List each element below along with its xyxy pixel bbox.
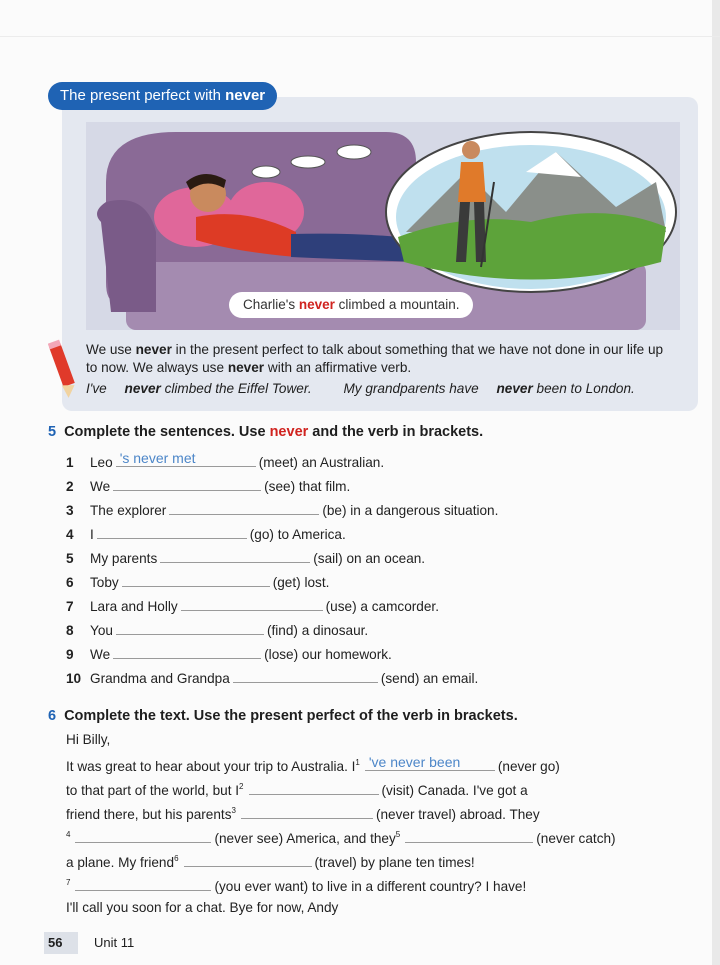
- exercise-5-item: [66, 644, 392, 662]
- answer-blank[interactable]: [113, 476, 261, 491]
- example-text: I've: [86, 381, 111, 396]
- climber-head: [462, 141, 480, 159]
- item-subject: We: [90, 647, 111, 662]
- item-prompt: (meet) an Australian.: [258, 455, 385, 470]
- letter-text: to that part of the world, but I: [66, 783, 240, 798]
- illustration-caption: [229, 292, 473, 318]
- answer-blank[interactable]: [122, 572, 270, 587]
- letter-prompt: (never go): [497, 759, 560, 774]
- letter-prompt: (travel) by plane ten times!: [314, 855, 475, 870]
- letter-line: [66, 876, 526, 894]
- grammar-rule: [86, 341, 676, 377]
- item-number: 2: [66, 479, 74, 494]
- item-number: 1: [66, 455, 74, 470]
- item-number: 4: [66, 527, 74, 542]
- item-subject: Toby: [90, 575, 119, 590]
- letter-prompt: (never travel) abroad. They: [375, 807, 540, 822]
- gap-number: 1: [355, 758, 360, 768]
- letter-line: [66, 780, 528, 798]
- item-subject: The explorer: [90, 503, 167, 518]
- item-prompt: (see) that film.: [264, 479, 351, 494]
- item-subject: Leo: [90, 455, 113, 470]
- gap-number: 7: [66, 878, 71, 888]
- letter-text: friend there, but his parents: [66, 807, 232, 822]
- exercise-number: 6: [48, 708, 57, 724]
- thought-bubble-small: [252, 166, 280, 178]
- item-subject: You: [90, 623, 113, 638]
- gap-number: 5: [395, 830, 401, 840]
- letter-line: [66, 756, 560, 774]
- rule-part: with an affirmative verb.: [264, 360, 412, 375]
- letter-line: [66, 828, 616, 846]
- answer-blank[interactable]: [181, 596, 323, 611]
- answer-blank[interactable]: [116, 620, 264, 635]
- exercise-5-item: [66, 524, 346, 542]
- item-number: 8: [66, 623, 74, 638]
- item-number: 3: [66, 503, 74, 518]
- instruction-text: Complete the sentences. Use: [64, 424, 270, 440]
- climber-jacket: [458, 162, 486, 202]
- letter-prompt: (never catch): [536, 831, 616, 846]
- gap-number: 6: [174, 854, 179, 864]
- item-prompt: (get) lost.: [272, 575, 330, 590]
- answer-text: 's never met: [119, 450, 196, 466]
- letter-prompt: (never see) America, and they: [214, 831, 396, 846]
- item-prompt: (go) to America.: [249, 527, 346, 542]
- rule-part: in the present perfect to talk about something that we have not done in our life up to now. We always use: [86, 342, 664, 375]
- gap-number: 4: [66, 830, 71, 840]
- example-bold: never: [124, 381, 161, 396]
- exercise-5-item: [66, 596, 439, 614]
- item-number: 9: [66, 647, 74, 662]
- letter-prompt: (visit) Canada. I've got a: [381, 783, 528, 798]
- example-text: climbed the Eiffel Tower.: [160, 381, 312, 396]
- item-subject: Lara and Holly: [90, 599, 178, 614]
- page-edge: [712, 0, 720, 965]
- rule-bold: never: [227, 360, 265, 375]
- item-prompt: (find) a dinosaur.: [266, 623, 369, 638]
- letter-line: [66, 852, 475, 870]
- exercise-5-heading: [48, 424, 483, 440]
- item-number: 7: [66, 599, 74, 614]
- rule-part: We use: [86, 342, 136, 357]
- answer-blank[interactable]: [169, 500, 319, 515]
- answer-blank[interactable]: [113, 644, 261, 659]
- caption-never: never: [298, 297, 335, 312]
- letter-text: a plane. My friend: [66, 855, 175, 870]
- instruction-text: Complete the text. Use the present perfect of the verb in brackets.: [64, 708, 518, 724]
- page-number: 56: [48, 935, 63, 950]
- gap-number: 2: [239, 782, 244, 792]
- example-2: [343, 381, 648, 396]
- caption-after: climbed a mountain.: [334, 297, 460, 312]
- pencil-icon: [48, 338, 78, 402]
- letter-text: It was great to hear about your trip to Australia. I: [66, 759, 356, 774]
- letter-greeting: Hi Billy,: [66, 732, 111, 747]
- item-prompt: (send) an email.: [380, 671, 479, 686]
- letter-prompt: (you ever want) to live in a different country? I have!: [214, 879, 527, 894]
- exercise-number: 5: [48, 424, 57, 440]
- item-number: 10: [66, 671, 82, 686]
- answer-blank[interactable]: [405, 828, 533, 843]
- item-number: 5: [66, 551, 74, 566]
- answer-blank[interactable]: [75, 828, 211, 843]
- answer-blank[interactable]: [365, 756, 495, 771]
- example-text: been to London.: [532, 381, 635, 396]
- answer-text: 've never been: [368, 754, 461, 770]
- item-prompt: (lose) our homework.: [264, 647, 392, 662]
- instruction-never: never: [269, 424, 309, 440]
- grammar-examples: [86, 381, 663, 396]
- answer-blank[interactable]: [116, 452, 256, 467]
- example-1: [86, 381, 326, 396]
- rule-bold: never: [135, 342, 172, 357]
- thought-bubble-large: [337, 145, 371, 159]
- title-prefix: The present perfect with: [60, 87, 226, 104]
- top-rule: [0, 36, 720, 37]
- answer-blank[interactable]: [233, 668, 378, 683]
- instruction-text: and the verb in brackets.: [308, 424, 484, 440]
- exercise-5-item: [66, 452, 384, 470]
- answer-blank[interactable]: [75, 876, 211, 891]
- unit-label: Unit 11: [94, 935, 135, 950]
- letter-line: [66, 804, 540, 822]
- answer-blank[interactable]: [241, 804, 373, 819]
- example-bold: never: [496, 381, 533, 396]
- item-number: 6: [66, 575, 74, 590]
- letter-closing: I'll call you soon for a chat. Bye for now, Andy: [66, 900, 339, 915]
- item-subject: I: [90, 527, 94, 542]
- title-bold: never: [225, 87, 266, 104]
- item-prompt: (be) in a dangerous situation.: [322, 503, 499, 518]
- exercise-5-item: [66, 548, 425, 566]
- item-prompt: (sail) on an ocean.: [313, 551, 426, 566]
- exercise-6-heading: [48, 708, 518, 724]
- exercise-5-item: [66, 668, 478, 686]
- section-title: [48, 82, 277, 110]
- item-subject: We: [90, 479, 111, 494]
- caption-before: Charlie's: [243, 297, 299, 312]
- exercise-5-item: [66, 572, 329, 590]
- example-text: My grandparents have: [343, 381, 483, 396]
- exercise-5-item: [66, 476, 350, 494]
- thought-bubble-mid: [291, 156, 325, 168]
- answer-blank[interactable]: [160, 548, 310, 563]
- gap-number: 3: [231, 806, 236, 816]
- item-subject: My parents: [90, 551, 158, 566]
- exercise-5-item: [66, 500, 498, 518]
- item-prompt: (use) a camcorder.: [325, 599, 439, 614]
- answer-blank[interactable]: [97, 524, 247, 539]
- exercise-5-item: [66, 620, 368, 638]
- answer-blank[interactable]: [249, 780, 379, 795]
- answer-blank[interactable]: [184, 852, 312, 867]
- item-subject: Grandma and Grandpa: [90, 671, 230, 686]
